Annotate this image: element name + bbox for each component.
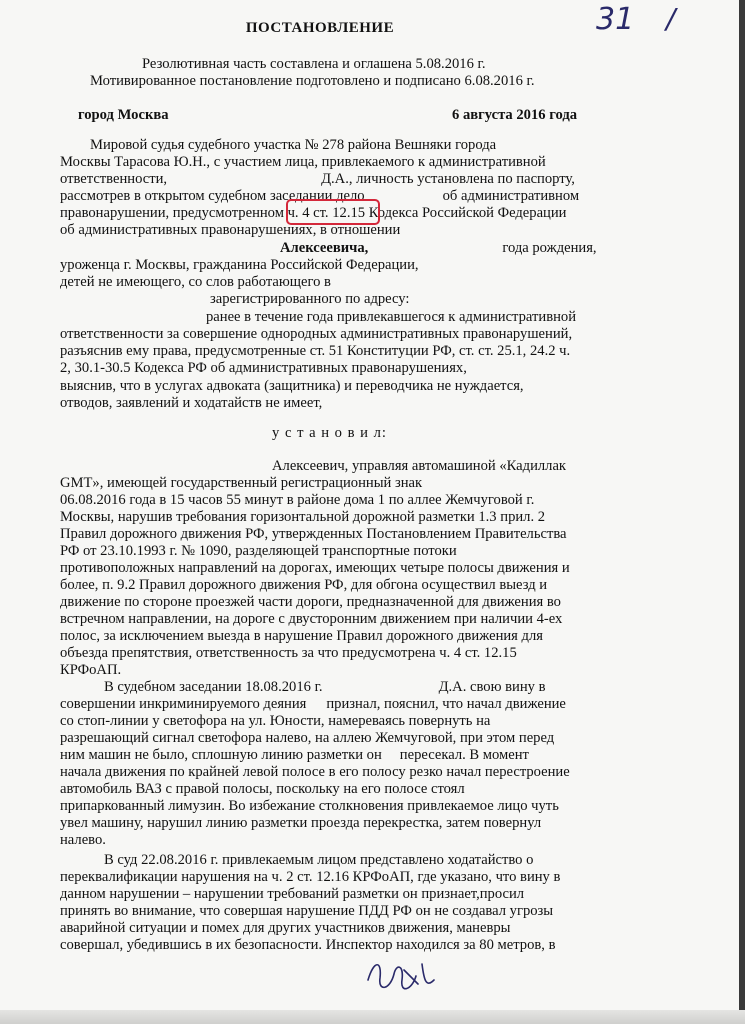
body-line: детей не имеющего, со слов работающего в (60, 274, 331, 290)
body-line: ответственности, Д.А., личность установлена по паспорту, (60, 171, 575, 187)
hearing-line: припаркованный лимузин. Во избежание столкновения привлекаемое лицо чуть (60, 798, 559, 814)
established-line: объезда препятствия, ответственность за что предусмотрена ч. 4 ст. 12.15 (60, 645, 517, 661)
handwritten-page-mark: / (666, 2, 676, 35)
body-line: выяснив, что в услугах адвоката (защитника) и переводчика не нуждается, (60, 378, 524, 394)
established-line: встречном направлении, на дороге с двусторонним движением при наличии 4-ех (60, 611, 563, 627)
body-line: 2, 30.1-30.5 Кодекса РФ об административных правонарушениях, (60, 360, 467, 376)
header-line-1: Резолютивная часть составлена и оглашена 5.08.2016 г. (142, 56, 486, 72)
body-line: Алексеевича, года рождения, (280, 240, 597, 256)
hearing-line: разрешающий сигнал светофора налево, на аллею Жемчуговой, при этом перед (60, 730, 555, 746)
hearing-line: ним машин не было, сплошную линию разметки он пересекал. В момент (60, 747, 529, 763)
body-line: зарегистрированного по адресу: (210, 291, 410, 307)
court-line: переквалификации нарушения на ч. 2 ст. 12.16 КРФоАП, где указано, что вину в (60, 869, 561, 885)
established-line: Алексеевич, управляя автомашиной «Кадиллак (272, 458, 567, 474)
established-line: КРФоАП. (60, 662, 122, 678)
court-line: аварийной ситуации и помех для других участников движения, маневры (60, 920, 511, 936)
body-line: ответственности за совершение однородных административных правонарушений, (60, 326, 573, 342)
hearing-line: автомобиль ВАЗ с правой полосы, поскольку на его полосе стоял (60, 781, 465, 797)
established-line: противоположных направлений на дорогах, имеющих четыре полосы движения и (60, 560, 570, 576)
body-line: ранее в течение года привлекавшегося к административной (206, 309, 577, 325)
document-title: ПОСТАНОВЛЕНИЕ (245, 20, 395, 36)
court-line: В суд 22.08.2016 г. привлекаемым лицом представлено ходатайство о (104, 852, 534, 868)
body-line: об административных правонарушениях, в отношении (60, 222, 401, 238)
hearing-line: со стоп-линии у светофора на ул. Юности, намереваясь повернуть на (60, 713, 491, 729)
document-date: 6 августа 2016 года (452, 107, 578, 123)
body-line: правонарушении, предусмотренном ч. 4 ст. 12.15 Кодекса Российской Федерации (60, 205, 567, 221)
court-line: данном нарушении – нарушении требований разметки он признает,просил (60, 886, 525, 902)
body-line: рассмотрев в открытом судебном заседании дело об административном (60, 188, 580, 204)
established-line: более, п. 9.2 Правил дорожного движения РФ, для обгона осуществил выезд и (60, 577, 548, 593)
established-line: Правил дорожного движения РФ, утвержденных Постановлением Правительства (60, 526, 567, 542)
established-line: движение по стороне проезжей части дороги, предназначенной для движения во (60, 594, 561, 610)
court-line: совершал, убедившись в их безопасности. Инспектор находился за 80 метров, в (60, 937, 556, 953)
body-line: отводов, заявлений и ходатайств не имеет, (60, 395, 323, 411)
established-label: у с т а н о в и л: (272, 425, 387, 441)
established-line: Москвы, нарушив требования горизонтальной дорожной разметки 1.3 прил. 2 (60, 509, 546, 525)
hearing-line: увел машину, нарушил линию разметки проезда перекрестка, затем повернул (60, 815, 542, 831)
established-line: 06.08.2016 года в 15 часов 55 минут в районе дома 1 по аллее Жемчуговой г. (60, 492, 535, 508)
established-line: полос, за исключением выезда в нарушение Правил дорожного движения для (60, 628, 543, 644)
scan-edge-right (739, 0, 745, 1024)
body-text: Москвы Тарасова Ю.Н., с участием лица, привлекаемого к административной (60, 154, 546, 170)
header-line-2: Мотивированное постановление подготовлено и подписано 6.08.2016 г. (90, 73, 535, 89)
body-line: уроженца г. Москвы, гражданина Российской Федерации, (60, 257, 419, 273)
body-line: Мировой судья судебного участка № 278 района Вешняки города (90, 137, 497, 153)
hearing-line: налево. (60, 832, 106, 848)
hearing-line: совершении инкриминируемого деяния признал, пояснил, что начал движение (60, 696, 566, 712)
city: город Москва (78, 107, 169, 123)
signature (360, 950, 440, 1000)
scan-edge-bottom (0, 1010, 745, 1024)
hearing-line: начала движения по крайней левой полосе в его полосу резко начал перестроение (60, 764, 570, 780)
body-line (60, 154, 546, 171)
body-line: разъяснив ему права, предусмотренные ст. 51 Конституции РФ, ст. ст. 25.1, 24.2 ч. (60, 343, 571, 359)
handwritten-page-number: 31 (596, 2, 635, 37)
hearing-line: В судебном заседании 18.08.2016 г. Д.А. свою вину в (104, 679, 546, 695)
court-line: принять во внимание, что совершая нарушение ПДД РФ он не создавал угрозы (60, 903, 554, 919)
established-line: GMT», имеющей государственный регистрационный знак (60, 475, 423, 491)
established-line: РФ от 23.10.1993 г. № 1090, разделяющей транспортные потоки (60, 543, 457, 559)
